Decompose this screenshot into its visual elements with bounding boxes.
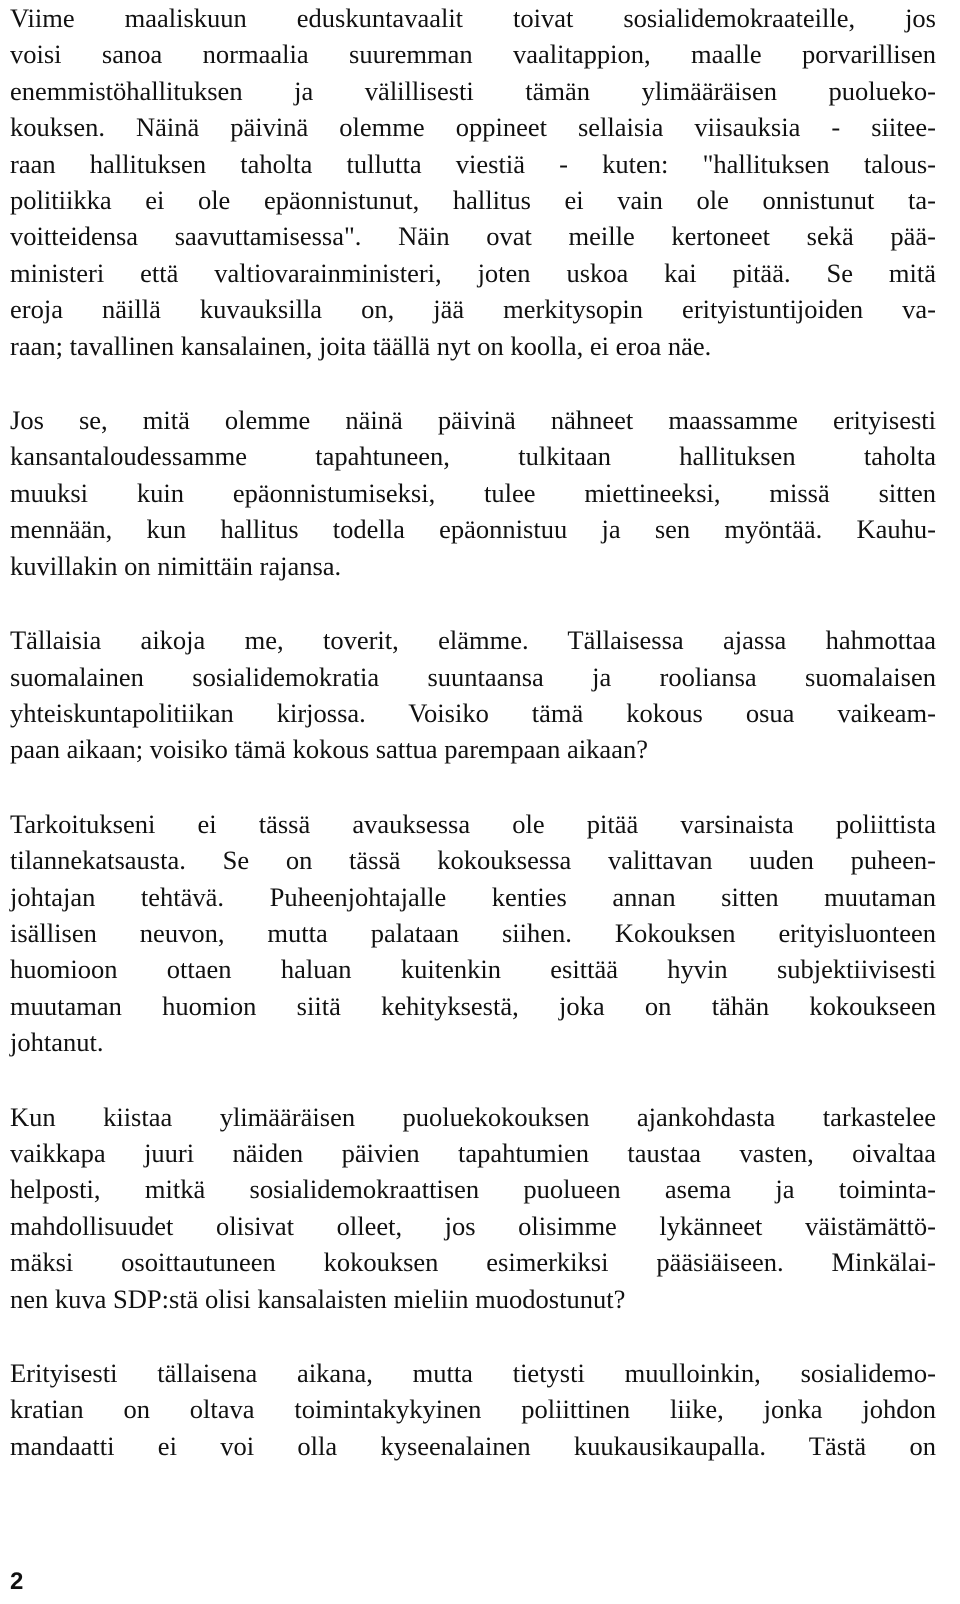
paragraph-gap: [10, 364, 936, 402]
text-line: mennään, kun hallitus todella epäonnistuu ja sen myöntää. Kauhu-: [10, 514, 936, 545]
paragraph-gap: [10, 584, 936, 622]
text-line: eroja näillä kuvauksilla on, jää merkitysopin erityistuntijoiden va-: [10, 294, 936, 325]
text-line: isällisen neuvon, mutta palataan siihen. Kokouksen erityisluonteen: [10, 917, 936, 948]
document-page: [10, 0, 936, 1464]
text-line: ministeri että valtiovarainministeri, joten uskoa kai pitää. Se mitä: [10, 257, 936, 288]
text-line: tilannekatsausta. Se on tässä kokouksessa valittavan uuden puheen-: [10, 845, 936, 876]
text-line: vaikkapa juuri näiden päivien tapahtumien taustaa vasten, oivaltaa: [10, 1137, 936, 1168]
text-line: politiikka ei ole epäonnistunut, hallitus ei vain ole onnistunut ta-: [10, 185, 936, 216]
text-line: muuksi kuin epäonnistumiseksi, tulee miettineeksi, missä sitten: [10, 477, 936, 508]
paragraph-1: [10, 0, 936, 364]
paragraph-2: [10, 402, 936, 584]
text-line: Jos se, mitä olemme näinä päivinä nähneet maassamme erityisesti: [10, 405, 936, 436]
paragraph-gap: [10, 768, 936, 806]
text-line: helposti, mitkä sosialidemokraattisen puolueen asema ja toiminta-: [10, 1174, 936, 1205]
paragraph-gap: [10, 1317, 936, 1355]
text-line: enemmistöhallituksen ja välillisesti tämän ylimääräisen puolueko-: [10, 75, 936, 106]
paragraph-4: [10, 806, 936, 1061]
text-line: kouksen. Näinä päivinä olemme oppineet sellaisia viisauksia - siitee-: [10, 112, 936, 143]
text-line: mandaatti ei voi olla kyseenalainen kuukausikaupalla. Tästä on: [10, 1430, 936, 1461]
text-line: paan aikaan; voisiko tämä kokous sattua parempaan aikaan?: [10, 734, 648, 765]
text-line: voisi sanoa normaalia suuremman vaalitappion, maalle porvarillisen: [10, 39, 936, 70]
text-line: Kun kiistaa ylimääräisen puoluekokouksen ajankohdasta tarkastelee: [10, 1101, 936, 1132]
paragraph-gap: [10, 1061, 936, 1099]
text-line: kansantaloudessamme tapahtuneen, tulkitaan hallituksen taholta: [10, 441, 936, 472]
text-line: yhteiskuntapolitiikan kirjossa. Voisiko tämä kokous osua vaikeam-: [10, 697, 936, 728]
paragraph-6: [10, 1355, 936, 1464]
text-line: Erityisesti tällaisena aikana, mutta tietysti muulloinkin, sosialidemo-: [10, 1358, 936, 1388]
text-line: Viime maaliskuun eduskuntavaalit toivat sosialidemokraateille, jos: [10, 3, 936, 33]
text-line: kuvillakin on nimittäin rajansa.: [10, 550, 342, 581]
text-line: johtajan tehtävä. Puheenjohtajalle kenties annan sitten muutaman: [10, 881, 936, 912]
text-line: raan hallituksen taholta tullutta viestiä - kuten: "hallituksen talous-: [10, 148, 936, 179]
text-line: muutaman huomion siitä kehityksestä, joka on tähän kokoukseen: [10, 990, 936, 1021]
text-line: huomioon ottaen haluan kuitenkin esittää hyvin subjektiivisesti: [10, 954, 936, 985]
text-line: johtanut.: [10, 1027, 104, 1058]
text-line: Tällaisia aikoja me, toverit, elämme. Tällaisessa ajassa hahmottaa: [10, 625, 936, 656]
text-line: kratian on oltava toimintakykyinen poliittinen liike, jonka johdon: [10, 1394, 936, 1425]
text-line: mäksi osoittautuneen kokouksen esimerkiksi pääsiäiseen. Minkälai-: [10, 1247, 936, 1278]
page-number: 2: [10, 1568, 24, 1595]
text-line: mahdollisuudet olisivat olleet, jos olisimme lykänneet väistämättö-: [10, 1210, 936, 1241]
paragraph-5: [10, 1099, 936, 1317]
text-line: raan; tavallinen kansalainen, joita täällä nyt on koolla, ei eroa näe.: [10, 330, 712, 361]
text-line: voitteidensa saavuttamisessa". Näin ovat meille kertoneet sekä pää-: [10, 221, 936, 252]
text-line: nen kuva SDP:stä olisi kansalaisten mieliin muodostunut?: [10, 1283, 626, 1314]
text-line: suomalainen sosialidemokratia suuntaansa ja rooliansa suomalaisen: [10, 661, 936, 692]
paragraph-3: [10, 622, 936, 768]
text-line: Tarkoitukseni ei tässä avauksessa ole pitää varsinaista poliittista: [10, 808, 936, 839]
